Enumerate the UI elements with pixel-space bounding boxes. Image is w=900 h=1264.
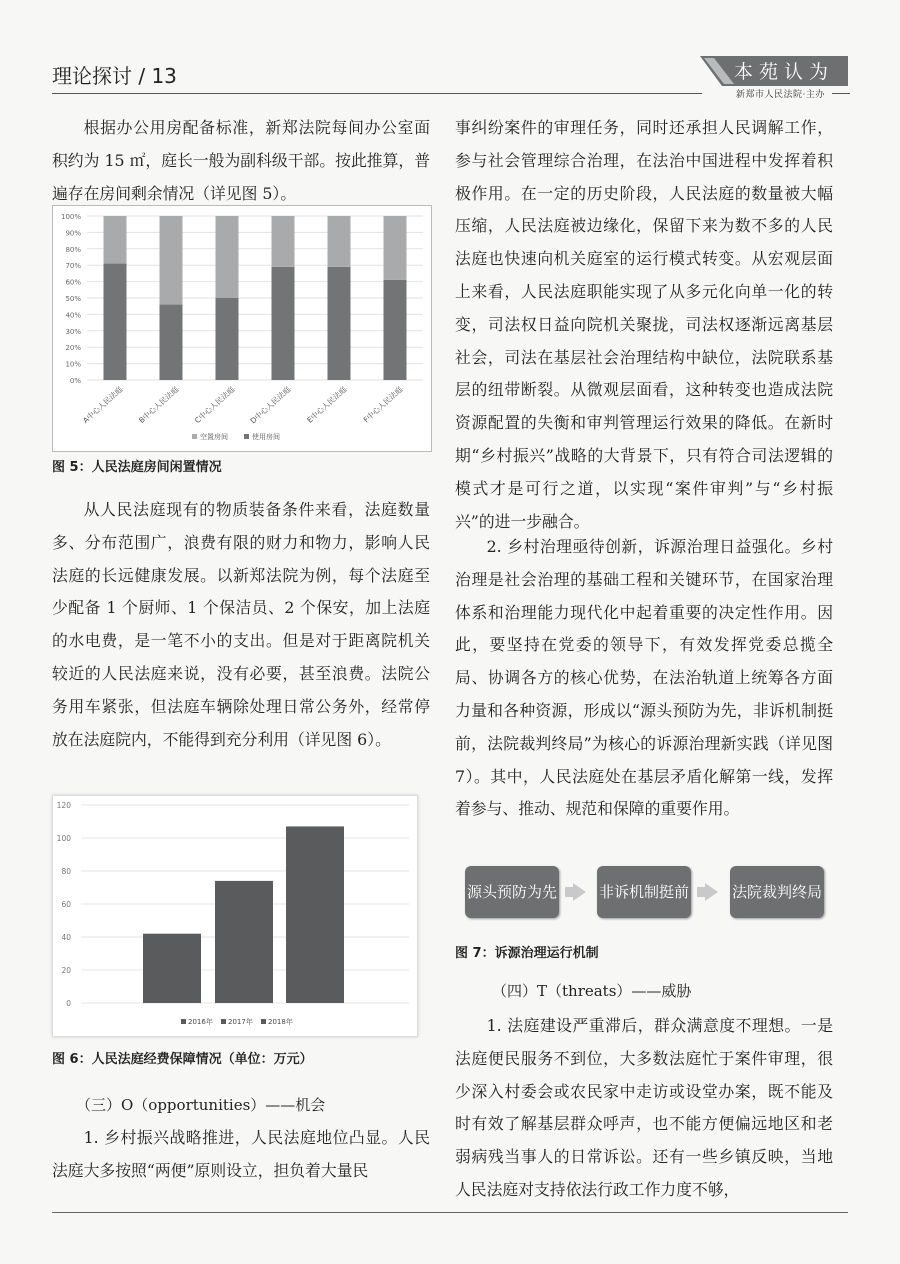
- section-heading-threats: （四）T（threats）——威胁: [492, 982, 692, 1000]
- figure-6-chart: [52, 795, 418, 1037]
- bar-2016年: [143, 934, 201, 1003]
- y-tick-label: 40%: [65, 311, 81, 320]
- y-tick-label: 60%: [65, 278, 81, 287]
- bar-vacant: [160, 216, 183, 305]
- x-tick-label: C中心人民法庭: [192, 384, 237, 426]
- bar-used: [272, 267, 295, 380]
- legend-label: 空置房间: [200, 433, 228, 441]
- stacked-bar-chart: [53, 206, 431, 451]
- column-title: 本苑认为: [733, 61, 834, 83]
- legend-label: 2017年: [228, 1018, 253, 1026]
- bar-used: [160, 305, 183, 380]
- bar-used: [384, 280, 407, 380]
- flow-step-non-litigation: 非诉机制挺前: [597, 866, 691, 918]
- running-header: 理论探讨 / 13: [52, 64, 177, 88]
- legend-label: 2018年: [268, 1018, 293, 1026]
- bar-vacant: [104, 216, 127, 264]
- x-tick-label: A中心人民法庭: [81, 384, 125, 426]
- section-heading-opportunities: （三）O（opportunities）——机会: [76, 1096, 326, 1114]
- flow-arrow-icon: [573, 883, 586, 901]
- bar-used: [216, 298, 239, 380]
- y-tick-label: 100: [56, 834, 71, 843]
- paragraph-room-standard: 根据办公用房配备标准，新郑法院每间办公室面积约为 15 ㎡，庭长一般为副科级干部。按此推算，普遍存在房间剩余情况（详见图 5）。: [52, 118, 430, 203]
- y-tick-label: 30%: [65, 327, 81, 336]
- bar-chart: [53, 796, 417, 1036]
- y-tick-label: 90%: [65, 229, 81, 238]
- figure-5-caption: 图 5：人民法庭房间闲置情况: [52, 460, 222, 475]
- header-rule: [52, 93, 702, 94]
- legend-swatch: [181, 1019, 186, 1024]
- bar-vacant: [328, 216, 351, 267]
- y-tick-label: 80%: [65, 245, 81, 254]
- y-tick-label: 20%: [65, 344, 81, 353]
- flow-arrow-icon: [705, 883, 718, 901]
- bar-2018年: [286, 826, 344, 1003]
- bar-vacant: [272, 216, 295, 267]
- legend-swatch-vacant: [192, 434, 197, 439]
- paragraph-court-role: 事纠纷案件的审理任务，同时还承担人民调解工作，参与社会管理综合治理，在法治中国进程中发挥着积极作用。在一定的历史阶段，人民法庭的数量被大幅压缩，人民法庭被边缘化，保留下来为数不多的人民法庭也快速向机关庭室的运行模式转变。从宏观层面上来看，人民法庭职能实现了从多元化向单一化的转变，司法权日益向院机关聚拢，司法权逐渐远离基层社会，司法在基层社会治理结构中缺位，法院联系基层的纽带断裂。从微观层面看，这种转变也造成法院资源配置的失衡和审判管理运行效果的降低。在新时期“乡村振兴”战略的大背景下，只有符合司法逻辑的模式才是可行之道，以实现“案件审判”与“乡村振兴”的进一步融合。: [455, 118, 833, 531]
- footer-rule: [52, 1212, 848, 1213]
- legend-swatch-used: [244, 434, 249, 439]
- y-tick-label: 0: [66, 999, 71, 1008]
- figure-5-chart: [52, 205, 432, 452]
- y-tick-label: 60: [61, 900, 71, 909]
- bar-2017年: [215, 881, 273, 1003]
- legend-swatch: [221, 1019, 226, 1024]
- y-tick-label: 100%: [60, 213, 81, 221]
- y-tick-label: 0%: [69, 377, 81, 385]
- legend-label: 使用房间: [252, 433, 280, 441]
- paragraph-threats: 1. 法庭建设严重滞后，群众满意度不理想。一是法庭便民服务不到位，大多数法庭忙于案件审理，很少深入村委会或农民家中走访或设堂办案，既不能及时有效了解基层群众呼声，也不能方便偏远地区和老弱病残当事人的日常诉讼。还有一些乡镇反映，当地人民法庭对支持依法行政工作力度不够，: [455, 1016, 833, 1199]
- x-tick-label: E中心人民法庭: [305, 384, 349, 425]
- sponsor-rule: [832, 93, 850, 94]
- figure-7-caption: 图 7：诉源治理运行机制: [455, 946, 599, 961]
- bar-vacant: [216, 216, 239, 298]
- legend-swatch: [261, 1019, 266, 1024]
- flow-step-source-prevention: 源头预防为先: [465, 866, 559, 918]
- x-tick-label: F中心人民法庭: [361, 384, 405, 425]
- figure-6-caption: 图 6：人民法庭经费保障情况（单位：万元）: [52, 1052, 313, 1067]
- y-tick-label: 50%: [65, 295, 81, 303]
- paragraph-governance: 2. 乡村治理亟待创新，诉源治理日益强化。乡村治理是社会治理的基础工程和关键环节，在国家治理体系和治理能力现代化中起着重要的决定性作用。因此，要坚持在党委的领导下，有效发挥党委总揽全局、协调各方的核心优势，在法治轨道上统筹各方面力量和各种资源，形成以“源头预防为先，非诉机制挺前，法院裁判终局”为核心的诉源治理新实践（详见图 7）。其中，人民法庭处在基层矛盾化解第一线，发挥着参与、推动、规范和保障的重要作用。: [455, 537, 833, 819]
- paragraph-rural-revitalization: 1. 乡村振兴战略推进，人民法庭地位凸显。人民法庭大多按照“两便”原则设立，担负着大量民: [52, 1128, 430, 1180]
- y-tick-label: 80: [61, 867, 71, 876]
- flow-step-court-judgment: 法院裁判终局: [730, 866, 824, 918]
- bar-used: [328, 267, 351, 380]
- y-tick-label: 10%: [65, 360, 81, 369]
- y-tick-label: 40: [61, 933, 71, 942]
- y-tick-label: 120: [56, 801, 71, 810]
- y-tick-label: 70%: [65, 262, 81, 271]
- paragraph-equipment: 从人民法庭现有的物质装备条件来看，法庭数量多、分布范围广，浪费有限的财力和物力，影响人民法庭的长远健康发展。以新郑法院为例，每个法庭至少配备 1 个厨师、1 个保洁员、2 个保安，加上法庭的水电费，是一笔不小的支出。但是对于距离院机关较近的人民法庭来说，没有必要，甚至浪费。法院公务用车紧张，但法庭车辆除处理日常公务外，经常停放在法庭院内，不能得到充分利用（详见图 6）。: [52, 500, 430, 749]
- bar-used: [104, 264, 127, 380]
- x-tick-label: D中心人民法庭: [248, 384, 293, 426]
- legend-label: 2016年: [188, 1018, 213, 1026]
- column-sponsor: 新郑市人民法院·主办: [736, 90, 825, 100]
- y-tick-label: 20: [61, 966, 71, 975]
- bar-vacant: [384, 216, 407, 280]
- x-tick-label: B中心人民法庭: [137, 384, 181, 426]
